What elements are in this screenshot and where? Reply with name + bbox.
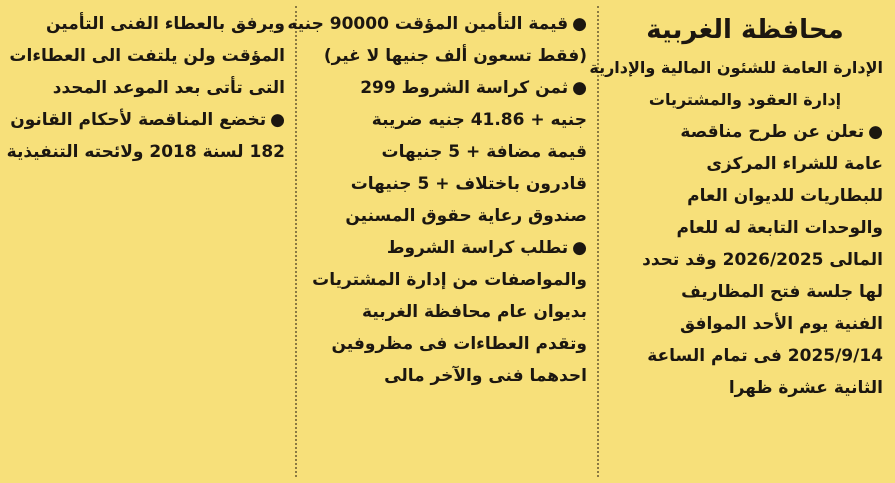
right-column	[589, 0, 895, 483]
text-line: الثانية عشرة ظهرا	[728, 378, 883, 398]
text-line: (فقط تسعون ألف جنيها لا غير)	[323, 46, 587, 66]
text-line: صندوق رعاية حقوق المسنين	[345, 206, 587, 226]
text-line: المؤقت ولن يلتفت الى العطاءات	[9, 46, 285, 66]
text-line: المالى 2026/2025 وقد تحدد	[642, 250, 883, 270]
text-line: قادرون باختلاف + 5 جنيهات	[350, 174, 587, 194]
middle-column	[287, 0, 597, 483]
text-line: عامة للشراء المركزى	[706, 154, 883, 174]
text-line: لها جلسة فتح المظاريف	[681, 282, 883, 302]
text-line: قيمة مضافة + 5 جنيهات	[381, 142, 587, 162]
text-line: بديوان عام محافظة الغربية	[362, 302, 587, 322]
left-column	[0, 0, 295, 483]
bullet-icon: ●	[572, 78, 587, 98]
text-line: وتقدم العطاءات فى مظروفين	[331, 334, 587, 354]
text-line: ●ثمن كراسة الشروط 299	[305, 72, 587, 104]
text-line: 2025/9/14 فى تمام الساعة	[647, 346, 883, 366]
text-line: التى تأتى بعد الموعد المحدد	[52, 78, 285, 98]
bullet-icon: ●	[572, 14, 587, 34]
bullet-icon: ●	[572, 238, 587, 258]
text-line: 182 لسنة 2018 ولائحته التنفيذية	[6, 142, 285, 162]
department-name: الإدارة العامة للشئون المالية والإدارية	[589, 58, 883, 77]
text-line: والوحدات التابعة له للعام	[676, 218, 883, 238]
bullet-icon: ●	[868, 122, 883, 142]
text-line: للبطاريات للديوان العام	[687, 186, 883, 206]
text-line: جنيه + 41.86 جنيه ضريبة	[371, 110, 587, 130]
text-line: والمواصفات من إدارة المشتريات	[312, 270, 587, 290]
text-line: ●تخضع المناقصة لأحكام القانون	[8, 104, 285, 136]
text-line: ●قيمة التأمين المؤقت 90000 جنيه	[305, 8, 587, 40]
text-line: الفنية يوم الأحد الموافق	[680, 314, 883, 334]
text-line: ●تعلن عن طرح مناقصة	[607, 116, 883, 148]
governorate-title: محافظة الغربية	[646, 15, 844, 45]
text-line: ويرفق بالعطاء الفنى التأمين	[46, 14, 285, 34]
bullet-icon: ●	[270, 110, 285, 130]
text-line: ●تطلب كراسة الشروط	[305, 232, 587, 264]
text-line: احدهما فنى والآخر مالى	[384, 366, 587, 386]
sub-department-name: إدارة العقود والمشتريات	[648, 90, 842, 109]
